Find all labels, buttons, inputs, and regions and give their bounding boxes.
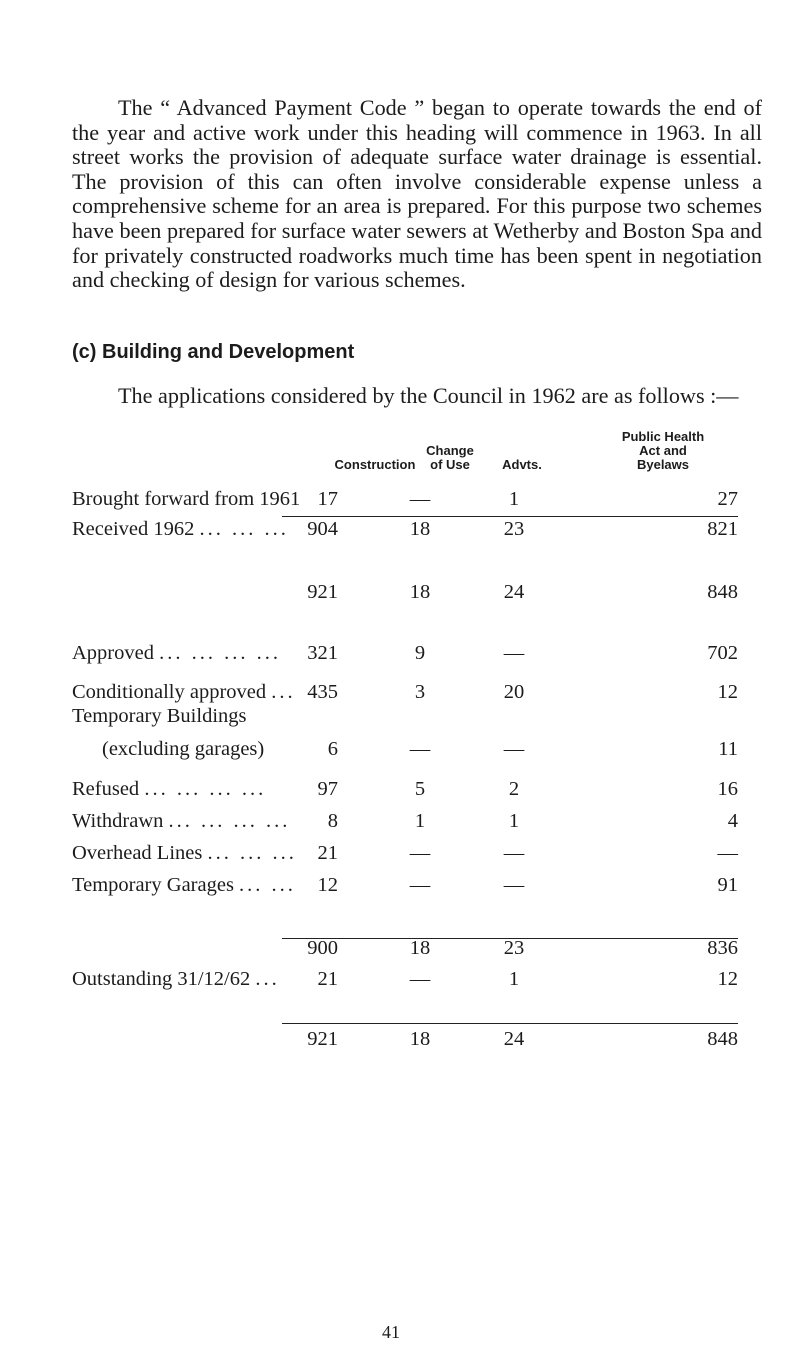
cell-construction: 921 bbox=[307, 1028, 338, 1050]
cell-advts: 24 bbox=[503, 581, 525, 603]
row-label: Temporary Buildings bbox=[72, 705, 247, 727]
cell-construction: 21 bbox=[317, 842, 338, 864]
table-row bbox=[0, 968, 800, 992]
leader-dots: ... ... ... ... bbox=[159, 642, 281, 664]
paragraph-applications-intro: The applications considered by the Council in 1962 are as follows :— bbox=[118, 383, 739, 408]
cell-advts: 23 bbox=[503, 518, 525, 540]
cell-pha: 16 bbox=[717, 778, 738, 800]
cell-pha: 836 bbox=[707, 937, 738, 959]
table-row bbox=[0, 842, 800, 866]
table-row bbox=[0, 488, 800, 512]
row-label: (excluding garages) bbox=[102, 738, 265, 760]
cell-advts: — bbox=[503, 738, 525, 760]
cell-advts: 1 bbox=[508, 810, 520, 832]
cell-construction: 8 bbox=[327, 810, 338, 832]
cell-change: 18 bbox=[409, 937, 431, 959]
column-header-construction: Construction bbox=[334, 457, 416, 472]
row-label: Temporary Garages ... ... bbox=[72, 874, 296, 896]
row-label: Brought forward from 1961 bbox=[72, 488, 301, 510]
cell-change: 3 bbox=[414, 681, 426, 703]
cell-change: — bbox=[409, 842, 431, 864]
cell-advts: 1 bbox=[508, 968, 520, 990]
table-row bbox=[0, 778, 800, 802]
cell-construction: 6 bbox=[327, 738, 338, 760]
cell-construction: 904 bbox=[307, 518, 338, 540]
table-row bbox=[0, 738, 800, 762]
row-label: Overhead Lines ... ... ... bbox=[72, 842, 297, 864]
cell-change: — bbox=[409, 968, 431, 990]
leader-dots: ... ... ... ... bbox=[144, 778, 267, 800]
table-row bbox=[0, 518, 800, 542]
table-row bbox=[0, 681, 800, 705]
cell-advts: 24 bbox=[503, 1028, 525, 1050]
cell-construction: 900 bbox=[307, 937, 338, 959]
cell-construction: 21 bbox=[317, 968, 338, 990]
cell-construction: 435 bbox=[307, 681, 338, 703]
cell-pha: 11 bbox=[718, 738, 738, 760]
cell-pha: — bbox=[717, 842, 738, 864]
cell-advts: 2 bbox=[508, 778, 520, 800]
row-label: Conditionally approved ... bbox=[72, 681, 296, 703]
cell-advts: 23 bbox=[503, 937, 525, 959]
cell-change: 1 bbox=[414, 810, 426, 832]
cell-change: 9 bbox=[414, 642, 426, 664]
cell-change: — bbox=[409, 738, 431, 760]
table-row bbox=[0, 642, 800, 666]
cell-construction: 921 bbox=[307, 581, 338, 603]
cell-change: 18 bbox=[409, 518, 431, 540]
section-heading: (c) Building and Development bbox=[72, 341, 355, 363]
table-row bbox=[0, 1028, 800, 1052]
table-rule bbox=[282, 938, 738, 939]
cell-pha: 27 bbox=[717, 488, 738, 510]
table-rule bbox=[282, 516, 738, 517]
table-row bbox=[0, 874, 800, 898]
leader-dots: ... bbox=[271, 681, 296, 703]
cell-pha: 702 bbox=[707, 642, 738, 664]
column-header-advts: Advts. bbox=[502, 457, 542, 472]
cell-pha: 821 bbox=[707, 518, 738, 540]
leader-dots: ... bbox=[255, 968, 280, 990]
cell-pha: 4 bbox=[727, 810, 738, 832]
row-label: Withdrawn ... ... ... ... bbox=[72, 810, 291, 832]
cell-change: — bbox=[409, 488, 431, 510]
cell-advts: 1 bbox=[508, 488, 520, 510]
cell-change: 5 bbox=[414, 778, 426, 800]
column-header-public-health-act: Public Health Act and Byelaws bbox=[621, 429, 705, 472]
row-label: Outstanding 31/12/62 ... bbox=[72, 968, 280, 990]
paragraph-advanced-payment: The “ Advanced Payment Code ” began to operate towards the end of the year and active work under this heading will commence in 1963. In all street works the provision of adequate surface water drainage is essential. The provision of this can often involve considerable expense unless a comprehensive scheme for an area is prepared. For this purpose two schemes have been prepared for surface water sewers at Wetherby and Boston Spa and for privately constructed roadworks much time has been spent in negotiation and checking of design for various schemes. bbox=[72, 95, 762, 293]
row-label: Approved ... ... ... ... bbox=[72, 642, 281, 664]
cell-construction: 321 bbox=[307, 642, 338, 664]
leader-dots: ... ... ... bbox=[207, 842, 297, 864]
cell-pha: 12 bbox=[717, 681, 738, 703]
cell-advts: — bbox=[503, 642, 525, 664]
cell-pha: 91 bbox=[717, 874, 738, 896]
cell-change: 18 bbox=[409, 581, 431, 603]
row-label: Received 1962 ... ... ... bbox=[72, 518, 289, 540]
cell-construction: 17 bbox=[317, 488, 338, 510]
leader-dots: ... ... bbox=[239, 874, 296, 896]
column-header-change-of-use: Change of Use bbox=[426, 443, 474, 472]
cell-pha: 848 bbox=[707, 1028, 738, 1050]
page-number: 41 bbox=[382, 1322, 400, 1342]
cell-construction: 12 bbox=[317, 874, 338, 896]
cell-pha: 848 bbox=[707, 581, 738, 603]
cell-change: 18 bbox=[409, 1028, 431, 1050]
cell-construction: 97 bbox=[317, 778, 338, 800]
table-row bbox=[0, 937, 800, 961]
cell-change: — bbox=[409, 874, 431, 896]
table-row bbox=[0, 810, 800, 834]
leader-dots: ... ... ... bbox=[199, 518, 289, 540]
table-row bbox=[0, 705, 800, 729]
cell-advts: 20 bbox=[503, 681, 525, 703]
cell-advts: — bbox=[503, 842, 525, 864]
leader-dots: ... ... ... ... bbox=[168, 810, 291, 832]
table-rule bbox=[282, 1023, 738, 1024]
row-label: Refused ... ... ... ... bbox=[72, 778, 267, 800]
cell-advts: — bbox=[503, 874, 525, 896]
cell-pha: 12 bbox=[717, 968, 738, 990]
table-row bbox=[0, 581, 800, 605]
